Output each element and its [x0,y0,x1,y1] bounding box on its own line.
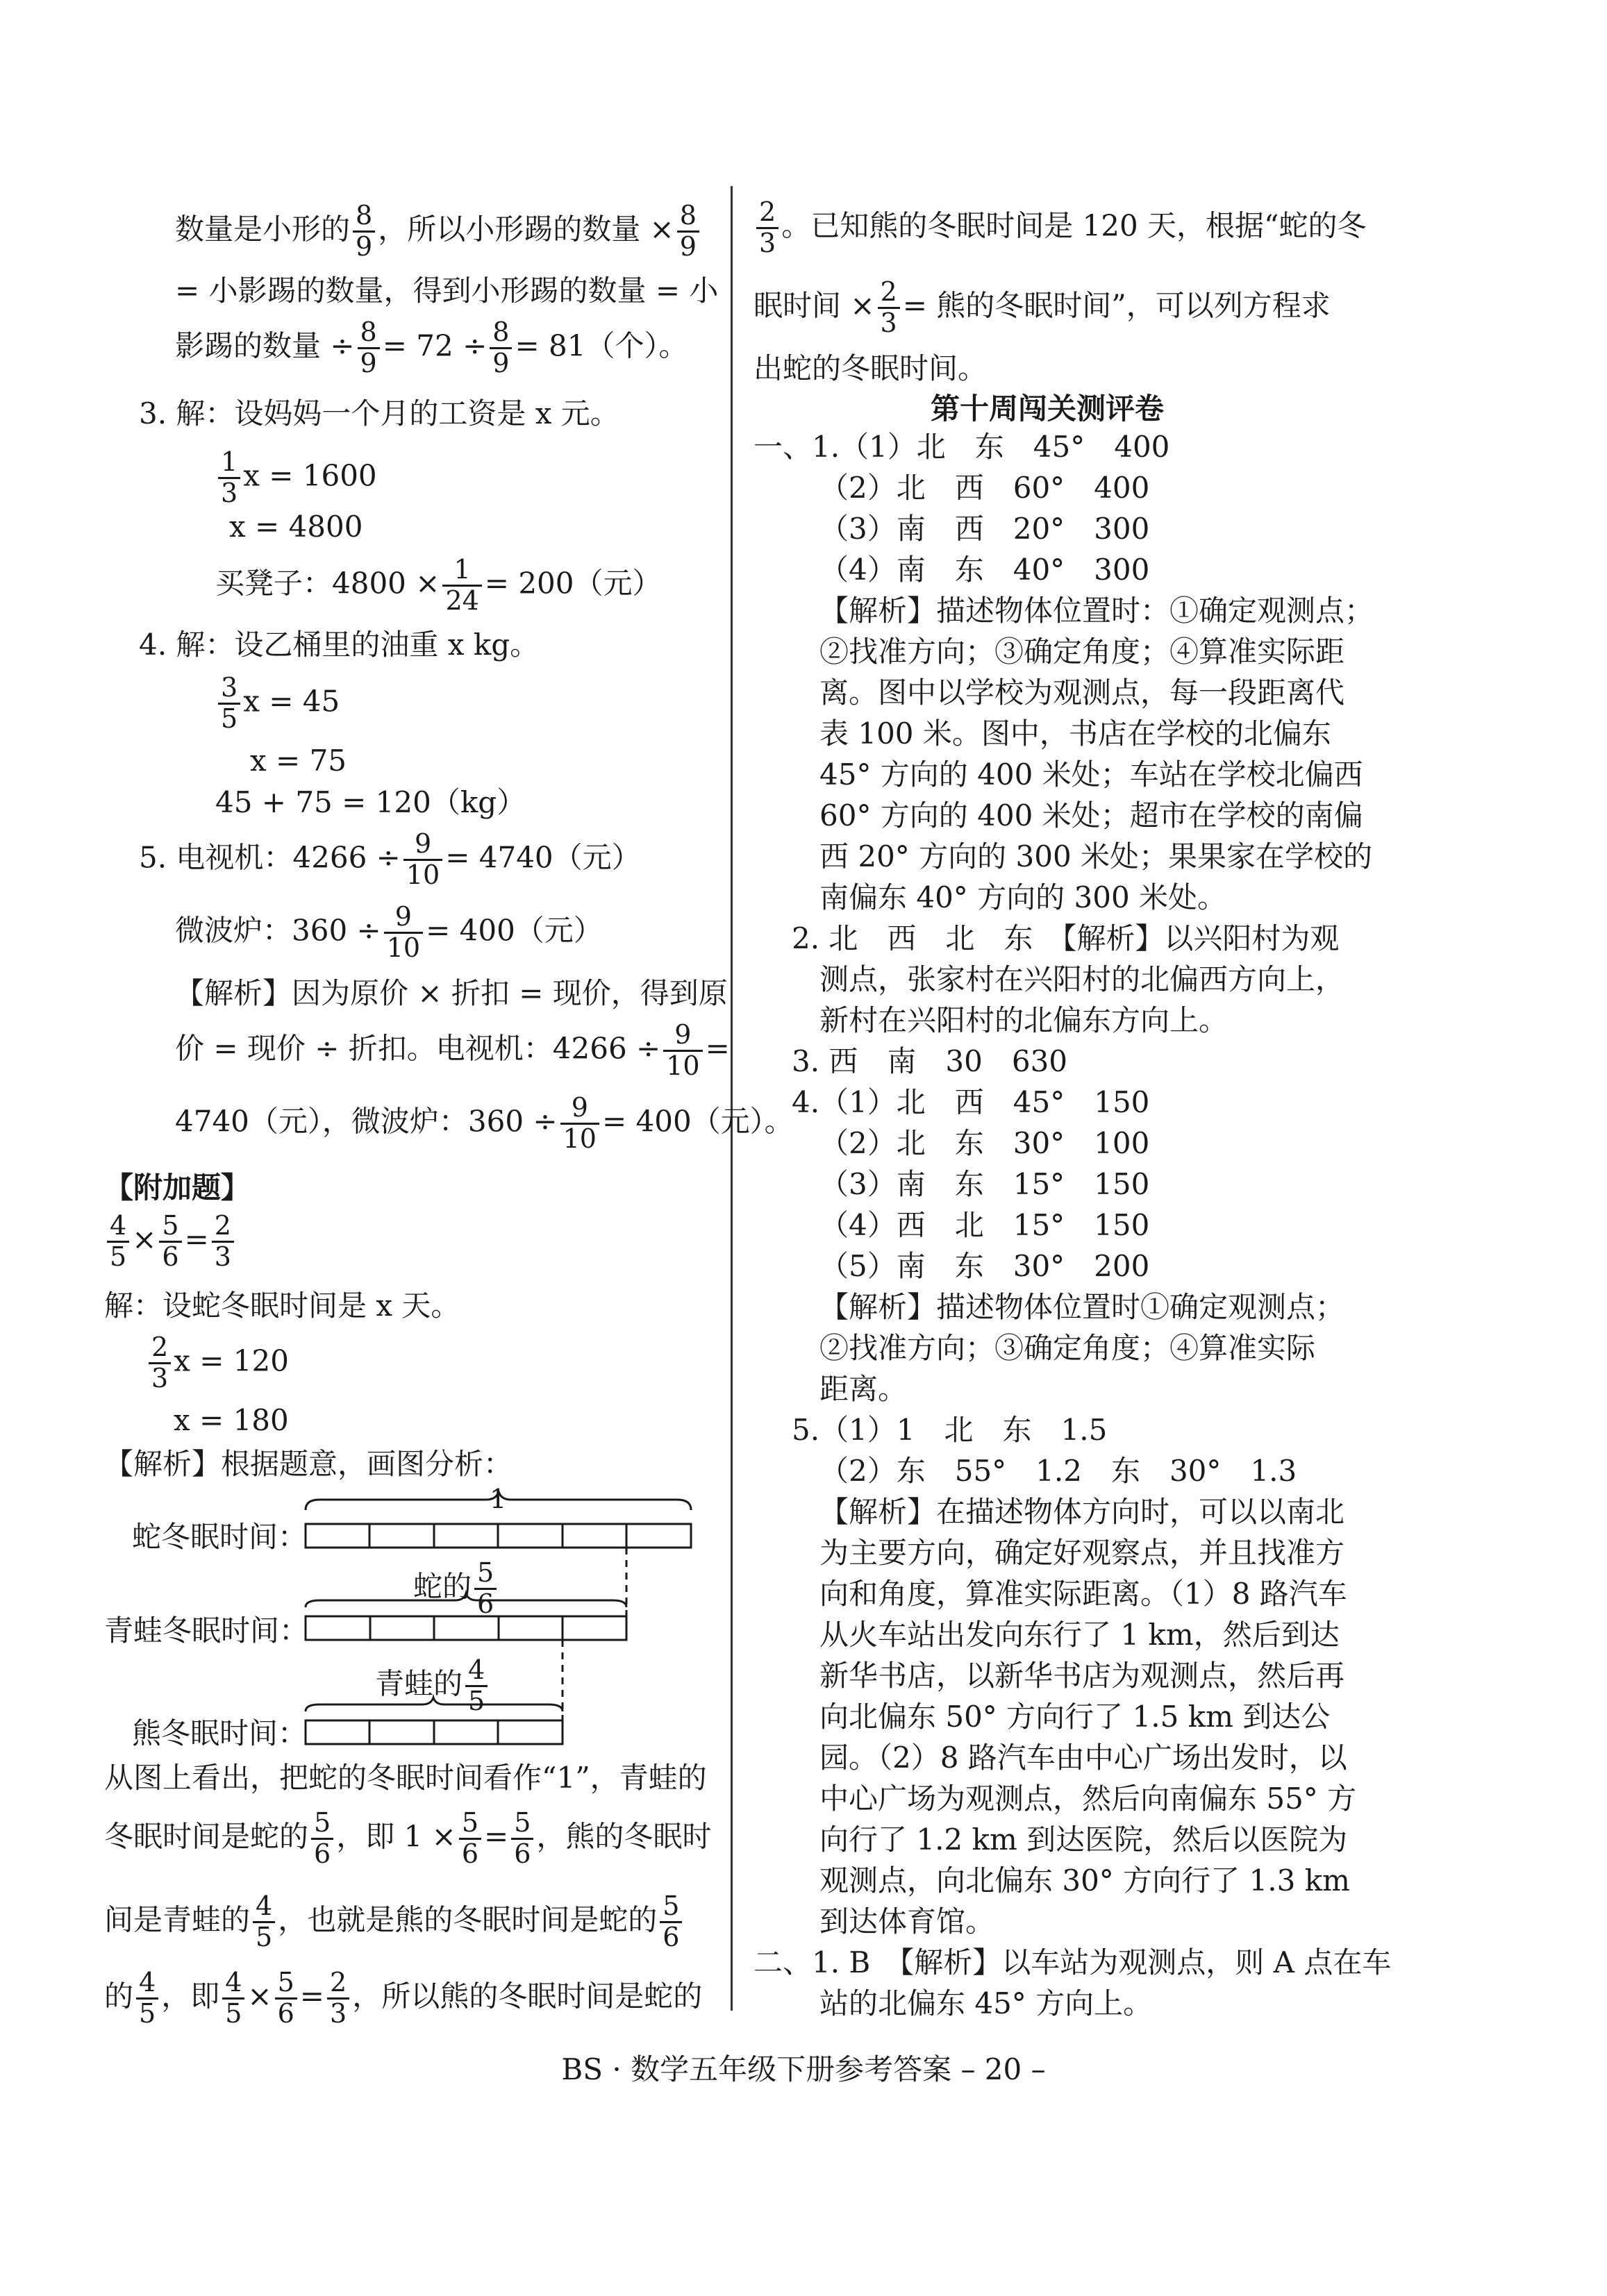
frog-brace [306,1593,626,1607]
s5-analysis-4: 从火车站出发向东行了 1 km，然后到达 [819,1618,1340,1652]
diagram-frog-label: 青蛙冬眠时间： [104,1614,309,1648]
q5-analysis-1: 【解析】因为原价 × 折扣 = 现价，得到原 [175,976,728,1010]
q4-eq1: $\frac{3}{5}$ x = 45 [215,673,340,734]
s5-line-b: （2）东 55° 1.2 东 30° 1.3 [819,1454,1297,1488]
diagram-bear-label: 熊冬眠时间： [132,1716,308,1750]
right-line-2: 眠时间 × $\frac{2}{3}$ = 熊的冬眠时间”，可以列方程求 [753,276,1331,338]
q3-title: 3. 解：设妈妈一个月的工资是 x 元。 [139,396,619,430]
s5-analysis-6: 向北偏东 50° 方向行了 1.5 km 到达公 [819,1700,1331,1734]
q4-eq3: 45 + 75 = 120（kg） [215,785,526,819]
left-line-2: = 小影踢的数量，得到小形踢的数量 = 小 [175,274,719,308]
q5-line2: 微波炉：360 ÷ $\frac{9}{10}$ = 400（元） [175,901,603,963]
s5-analysis-1: 【解析】在描述物体方向时，可以以南北 [819,1495,1345,1529]
extra-explain-2: 冬眠时间是蛇的 $\frac{5}{6}$ ，即 1 × $\frac{5}{6}$ = $\frac{5}{6}$ ，熊的冬眠时 [104,1807,712,1869]
s1-analysis-6: 60° 方向的 400 米处；超市在学校的南偏 [819,798,1363,832]
s4-line-a: 4.（1）北 西 45° 150 [792,1085,1150,1119]
right-line-3: 出蛇的冬眠时间。 [753,351,988,385]
extra-line2: 解：设蛇冬眠时间是 x 天。 [104,1289,460,1323]
diagram-lines [0,0,729,1777]
bear-brace [306,1698,563,1711]
s1-line: 一、1.（1）北 东 45° 400 [753,430,1170,464]
q4-title: 4. 解：设乙桶里的油重 x kg。 [139,628,540,662]
right-line-1: $\frac{2}{3}$ 。已知熊的冬眠时间是 120 天，根据“蛇的冬 [753,198,1367,258]
q5-analysis-3: 4740（元），微波炉：360 ÷ $\frac{9}{10}$ = 400（元）。 [175,1092,794,1154]
left-line-3: 影踢的数量 ÷ $\frac{8}{9}$ = 72 ÷ $\frac{8}{9}$ = 81（个）。 [175,317,688,378]
s1-analysis-3: 离。图中以学校为观测点，每一段距离代 [819,676,1345,710]
s1-analysis-2: ②找准方向；③确定角度；④算准实际距 [819,635,1345,669]
extra-analysis: 【解析】根据题意，画图分析： [104,1447,513,1481]
t1-line-1: 二、1. B 【解析】以车站为观测点，则 A 点在车 [753,1945,1392,1979]
s5-analysis-2: 为主要方向，确定好观察点，并且找准方 [819,1536,1345,1570]
extra-eq3: $\frac{2}{3}$ x = 120 [146,1333,289,1393]
s1-line-b: （2）北 西 60° 400 [819,471,1150,505]
s2-line-3: 新村在兴阳村的北偏东方向上。 [819,1003,1229,1037]
extra-explain-3: 间是青蛙的 $\frac{4}{5}$ ，也就是熊的冬眠时间是蛇的 $\frac{5}{6}$ [104,1892,685,1952]
s4-analysis-1: 【解析】描述物体位置时①确定观测点； [819,1290,1345,1324]
s1-analysis-1: 【解析】描述物体位置时：①确定观测点； [819,594,1374,628]
snake-brace [306,1491,691,1510]
s5-analysis-5: 新华书店，以新华书店为观测点，然后再 [819,1659,1345,1693]
s4-analysis-3: 距离。 [819,1372,908,1406]
s5-line-a: 5.（1）1 北 东 1.5 [792,1413,1108,1447]
s1-analysis-7: 西 20° 方向的 300 米处；果果家在学校的 [819,839,1373,873]
s1-analysis-4: 表 100 米。图中，书店在学校的北偏东 [819,717,1331,751]
s2-line-1: 2. 北 西 北 东 【解析】以兴阳村为观 [792,921,1340,955]
s5-analysis-11: 到达体育馆。 [819,1904,995,1938]
extra-explain-4: 的 $\frac{4}{5}$ ，即 $\frac{4}{5}$ × $\frac{5}{6}$ = $\frac{2}{3}$ ，所以熊的冬眠时间是蛇的 [104,1967,703,2029]
s1-analysis-5: 45° 方向的 400 米处；车站在学校北偏西 [819,757,1363,791]
q3-eq1: $\frac{1}{3}$ x = 1600 [215,448,377,508]
s5-analysis-7: 园。（2）8 路汽车由中心广场出发时，以 [819,1741,1347,1775]
q5-line1: 5. 电视机：4266 ÷ $\frac{9}{10}$ = 4740（元） [139,828,641,890]
extra-explain-1: 从图上看出，把蛇的冬眠时间看作“1”，青蛙的 [104,1761,707,1795]
diagram-frog-of: 青蛙的 $\frac{4}{5}$ [375,1656,490,1716]
q5-analysis-2: 价 = 现价 ÷ 折扣。电视机：4266 ÷ $\frac{9}{10}$ = [175,1019,730,1081]
section-title: 第十周闯关测评卷 [931,392,1165,426]
page-footer: BS · 数学五年级下册参考答案 – 20 – [561,2052,1046,2086]
s4-line-d: （4）西 北 15° 150 [819,1208,1150,1242]
extra-eq1: $\frac{4}{5}$ × $\frac{5}{6}$ = $\frac{2}{3}$ [104,1212,237,1272]
diagram-snake-of: 蛇的 $\frac{5}{6}$ [413,1559,499,1619]
s1-line-d: （4）南 东 40° 300 [819,553,1150,587]
diagram-snake-label: 蛇冬眠时间： [132,1520,308,1554]
q3-eq3: 买凳子：4800 × $\frac{1}{24}$ = 200（元） [215,554,662,616]
s5-analysis-8: 中心广场为观测点，然后向南偏东 55° 方 [819,1782,1357,1816]
s5-analysis-3: 向和角度，算准实际距离。（1）8 路汽车 [819,1577,1347,1611]
s1-line-c: （3）南 西 20° 300 [819,512,1150,546]
diagram-one-label: 1 [490,1484,507,1514]
s1-analysis-8: 南偏东 40° 方向的 300 米处。 [819,880,1227,914]
s4-line-b: （2）北 东 30° 100 [819,1126,1150,1160]
frog-bar [306,1616,626,1640]
t1-line-2: 站的北偏东 45° 方向上。 [819,1986,1153,2020]
s3-line: 3. 西 南 30 630 [792,1044,1068,1078]
s2-line-2: 测点，张家村在兴阳村的北偏西方向上， [819,962,1345,996]
s4-line-c: （3）南 东 15° 150 [819,1167,1150,1201]
extra-title: 【附加题】 [104,1171,251,1205]
s4-analysis-2: ②找准方向；③确定角度；④算准实际 [819,1331,1316,1365]
q3-eq2: x = 4800 [229,510,363,544]
q4-eq2: x = 75 [250,744,347,778]
left-line-1: 数量是小形的 $\frac{8}{9}$ ，所以小形踢的数量 × $\frac{8}{9}$ [175,201,702,262]
s5-analysis-9: 向行了 1.2 km 到达医院，然后以医院为 [819,1822,1348,1857]
extra-eq4: x = 180 [174,1403,289,1437]
s4-line-e: （5）南 东 30° 200 [819,1249,1150,1283]
s5-analysis-10: 观测点，向北偏东 30° 方向行了 1.3 km [819,1863,1350,1897]
